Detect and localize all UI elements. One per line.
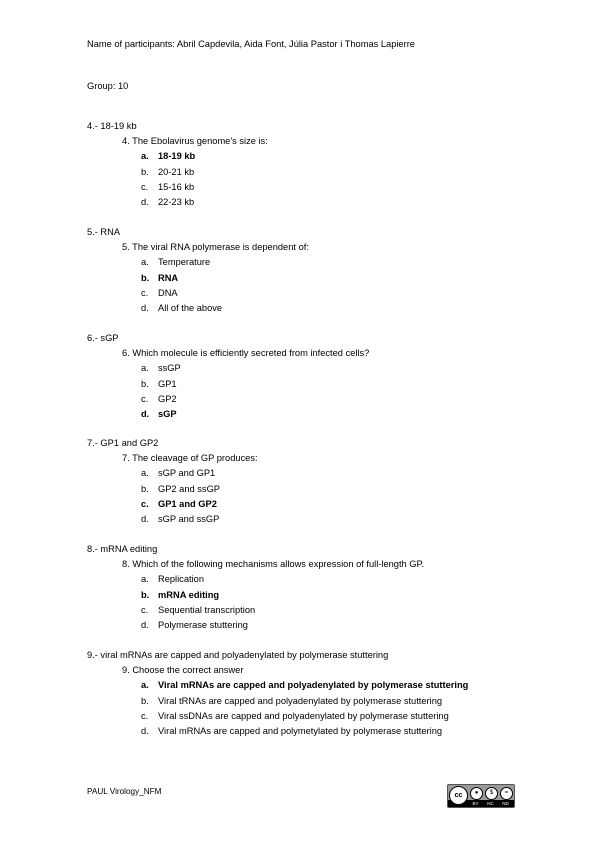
question-text: 8. Which of the following mechanisms allows expression of full-length GP. [122, 559, 425, 570]
option-letter: a. [141, 257, 149, 268]
option-letter: c. [141, 393, 149, 404]
option-letter: b. [141, 695, 149, 706]
footer-label: PAUL Virology_NFM [87, 787, 162, 796]
option-text: Viral ssDNAs are capped and polyadenylated by polymerase stuttering [158, 710, 449, 721]
option-letter: c. [141, 181, 149, 192]
option-letter: a. [141, 151, 149, 162]
correct-option-text: GP1 and GP2 [158, 498, 217, 509]
option-letter: a. [141, 574, 149, 585]
correct-option-text: 18-19 kb [158, 151, 196, 162]
attribution-icon: ● [470, 787, 483, 800]
option-text: Viral tRNAs are capped and polyadenylated by polymerase stuttering [158, 695, 443, 706]
option-letter: d. [141, 409, 150, 419]
option-letter: d. [141, 197, 149, 207]
option-text: sGP and GP1 [158, 468, 216, 479]
noderivatives-icon: = [500, 787, 513, 800]
answer-heading: 9.- viral mRNAs are capped and polyadenylated by polymerase stuttering [87, 650, 389, 660]
group-line: Group: 10 [87, 81, 129, 91]
option-letter: b. [141, 272, 150, 283]
option-text: GP2 [158, 393, 177, 404]
option-letter: c. [141, 604, 149, 615]
option-letter: d. [141, 620, 149, 630]
option-letter: a. [141, 468, 149, 479]
question-text: 7. The cleavage of GP produces: [122, 453, 258, 464]
option-letter: b. [141, 589, 150, 600]
option-text: Viral mRNAs are capped and polymetylated by polymerase stuttering [158, 726, 443, 736]
answer-heading: 6.- sGP [87, 333, 119, 343]
option-text: GP2 and ssGP [158, 483, 221, 494]
option-text: DNA [158, 287, 178, 298]
answer-heading: 8.- mRNA editing [87, 544, 158, 554]
option-text: Polymerase stuttering [158, 620, 248, 630]
option-letter: b. [141, 166, 149, 177]
option-text: ssGP [158, 363, 181, 374]
question-text: 4. The Ebolavirus genome's size is: [122, 136, 268, 147]
license-label-nd: ND [502, 801, 509, 806]
option-letter: b. [141, 483, 149, 494]
answer-heading: 4.- 18-19 kb [87, 121, 137, 131]
noncommercial-icon: $ [485, 787, 498, 800]
question-text: 9. Choose the correct answer [122, 665, 244, 676]
option-text: 20-21 kb [158, 166, 195, 177]
option-letter: b. [141, 378, 149, 389]
answer-heading: 5.- RNA [87, 227, 121, 237]
option-text: All of the above [158, 303, 223, 313]
correct-option-text: Viral mRNAs are capped and polyadenylated by polymerase stuttering [158, 680, 469, 691]
option-letter: c. [141, 287, 149, 298]
option-letter: c. [141, 498, 149, 509]
license-label-by: BY [472, 801, 479, 806]
option-text: Temperature [158, 257, 211, 268]
option-text: Sequential transcription [158, 604, 256, 615]
option-text: 15-16 kb [158, 181, 195, 192]
participants-line: Name of participants: Abril Capdevila, Aida Font, Júlia Pastor i Thomas Lapierre [87, 39, 415, 49]
question-text: 5. The viral RNA polymerase is dependent of: [122, 242, 309, 253]
option-letter: d. [141, 726, 149, 736]
option-letter: a. [141, 363, 149, 374]
option-text: Replication [158, 574, 204, 585]
question-text: 6. Which molecule is efficiently secreted from infected cells? [122, 348, 370, 359]
option-text: sGP and ssGP [158, 514, 220, 524]
correct-option-text: mRNA editing [158, 589, 220, 600]
option-text: GP1 [158, 378, 177, 389]
option-letter: d. [141, 303, 149, 313]
answer-heading: 7.- GP1 and GP2 [87, 438, 159, 448]
option-letter: a. [141, 680, 149, 691]
correct-option-text: RNA [158, 272, 179, 283]
cc-icon: cc [449, 786, 468, 805]
cc-license-badge [447, 784, 515, 808]
license-label-nc: NC [487, 801, 494, 806]
option-text: 22-23 kb [158, 197, 195, 207]
option-letter: d. [141, 514, 149, 524]
correct-option-text: sGP [158, 409, 177, 419]
option-letter: c. [141, 710, 149, 721]
